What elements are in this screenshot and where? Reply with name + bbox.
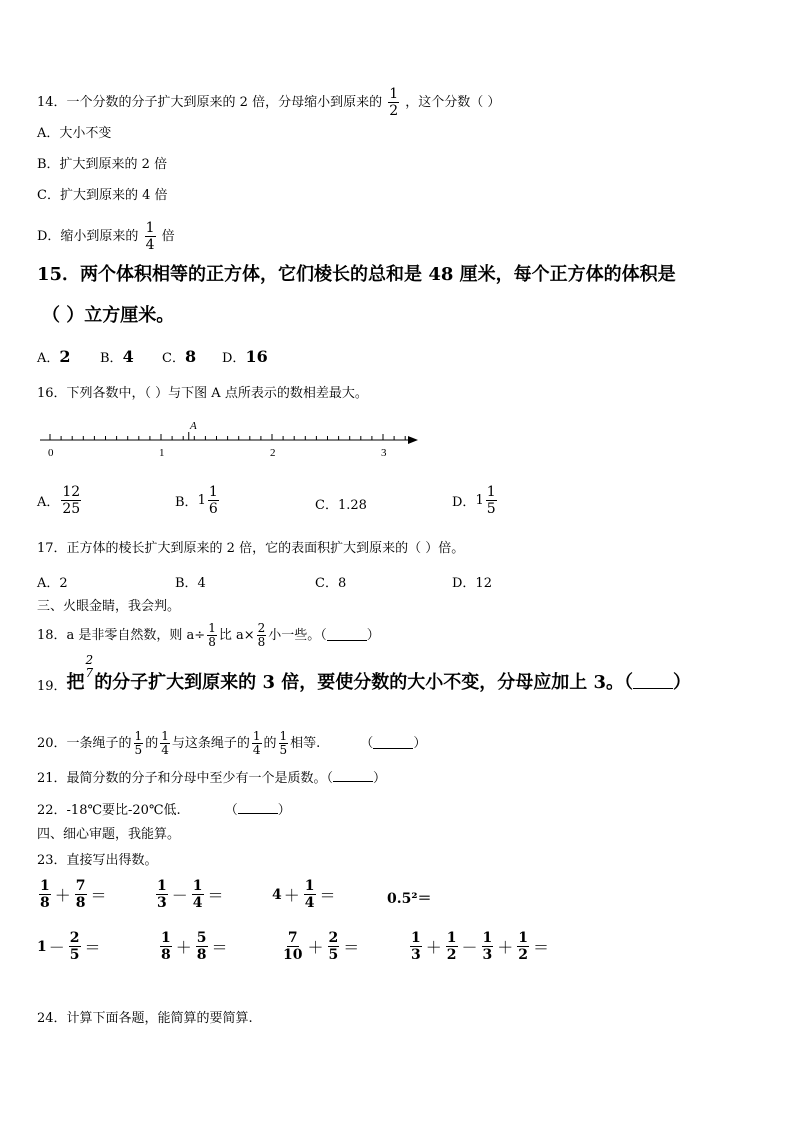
fraction: $\frac{1}{2}$ (389, 86, 399, 119)
section-3-heading: 三、火眼金睛，我会判。 (37, 599, 181, 614)
q22-stem: 22．-18℃要比-20℃低. （ ） (37, 803, 291, 818)
q15-option-a: A．2 (37, 347, 71, 366)
q16-option-a: A． $\frac{12}{25}$ (37, 484, 81, 517)
q16-option-c: C．1.28 (315, 498, 367, 513)
tick-label-1: 1 (159, 447, 165, 459)
q14-option-b: B．扩大到原来的 2 倍 (37, 157, 168, 172)
q21-stem: 21．最简分数的分子和分母中至少有一个是质数。（ ） (37, 771, 387, 786)
fraction: $\frac{1}{5}$ (134, 729, 143, 757)
answer-blank[interactable] (327, 630, 367, 641)
fraction: $\frac{1}{5}$ (279, 729, 288, 757)
q20-stem: 20．一条绳子的 $\frac{1}{5}$ 的 $\frac{1}{4}$ 与这条绳子的 $\frac{1}{4}$ 的 $\frac{1}{5}$ 相等. （ ） (37, 729, 427, 757)
fraction: $\frac{1}{4}$ (252, 729, 261, 757)
q15-option-b: B．4 (100, 347, 134, 366)
q17-option-a: A．2 (37, 576, 68, 591)
q23-expression-7: $\frac{7}{10}$ ＋ $\frac{2}{5}$ ＝ (283, 930, 360, 963)
fraction: 2 7 (85, 653, 94, 680)
q23-expression-8: $\frac{1}{3}$ ＋ $\frac{1}{2}$ － $\frac{1}{3}$ ＋ $\frac{1}{2}$ ＝ (411, 930, 550, 963)
answer-blank[interactable] (633, 678, 673, 689)
q15-option-c: C．8 (162, 347, 197, 366)
tick-label-0: 0 (48, 447, 54, 459)
fraction: $\frac{1}{4}$ (161, 729, 169, 757)
q17-option-c: C．8 (315, 576, 347, 591)
q15-option-d: D．16 (222, 347, 268, 366)
q14-option-a: A．大小不变 (37, 126, 112, 141)
answer-blank[interactable] (238, 803, 278, 814)
q17-stem: 17．正方体的棱长扩大到原来的 2 倍，它的表面积扩大到原来的（ ）倍。 (37, 541, 465, 556)
answer-blank[interactable] (333, 771, 373, 782)
q14-stem: 14．一个分数的分子扩大到原来的 2 倍，分母缩小到原来的 $\frac{1}{2}$ ，这个分数（ ） (37, 86, 501, 119)
q15-stem-line2: （ ）立方厘米。 (42, 305, 175, 326)
q15-stem-line1: 15．两个体积相等的正方体，它们棱长的总和是 48 厘米，每个正方体的体积是 (37, 264, 676, 285)
q23-expression-1: $\frac{1}{8}$ ＋ $\frac{7}{8}$ ＝ (40, 878, 107, 911)
fraction: $\frac{1}{6}$ (208, 484, 218, 517)
tick-label-2: 2 (270, 447, 276, 459)
fraction: $\frac{1}{4}$ (145, 220, 155, 253)
fraction: $\frac{2}{8}$ (257, 621, 266, 649)
tick-label-3: 3 (381, 447, 387, 459)
q18-stem: 18．a 是非零自然数，则 a÷ $\frac{1}{8}$ 比 a× $\frac{2}{8}$ 小一些。（ ） (37, 621, 380, 649)
q14-option-d: D．缩小到原来的 $\frac{1}{4}$ 倍 (37, 220, 175, 253)
q16-option-b: B． 1 $\frac{1}{6}$ (175, 484, 218, 517)
q16-stem: 16．下列各数中，（ ）与下图 A 点所表示的数相差最大。 (37, 386, 368, 401)
q17-option-b: B．4 (175, 576, 206, 591)
q19-stem: 19． 把 2 7 的分子扩大到原来的 3 倍，要使分数的大小不变，分母应加上 3。（ ） (37, 653, 692, 694)
fraction: $\frac{1}{5}$ (486, 484, 496, 517)
q16-option-d: D． 1 $\frac{1}{5}$ (452, 484, 496, 517)
q24-stem: 24．计算下面各题，能简算的要简算. (37, 1011, 253, 1026)
section-4-heading: 四、细心审题，我能算。 (37, 827, 181, 842)
q23-expression-4: 0.5²＝ (387, 891, 432, 907)
point-a-label: A (190, 420, 197, 432)
q23-stem: 23．直接写出得数。 (37, 853, 158, 868)
q23-expression-3: 4 ＋ $\frac{1}{4}$ ＝ (272, 878, 336, 911)
fraction: $\frac{1}{8}$ (208, 621, 216, 649)
q17-option-d: D．12 (452, 576, 492, 591)
number-line (36, 416, 426, 460)
fraction: $\frac{12}{25}$ (62, 484, 81, 517)
q23-expression-5: 1 － $\frac{2}{5}$ ＝ (37, 930, 101, 963)
q23-expression-6: $\frac{1}{8}$ ＋ $\frac{5}{8}$ ＝ (161, 930, 228, 963)
answer-blank[interactable] (373, 738, 413, 749)
q23-expression-2: $\frac{1}{3}$ － $\frac{1}{4}$ ＝ (157, 878, 224, 911)
q14-option-c: C．扩大到原来的 4 倍 (37, 188, 168, 203)
